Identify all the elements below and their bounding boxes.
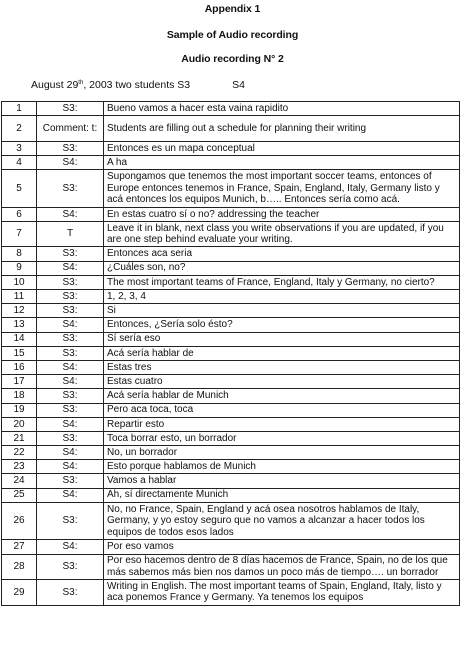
utterance: Repartir esto	[104, 417, 460, 431]
line-number: 17	[2, 375, 37, 389]
table-row	[2, 540, 460, 554]
speaker: S3:	[37, 332, 104, 346]
appendix-title: Appendix 1	[204, 3, 261, 15]
table-row	[2, 116, 460, 142]
speaker: S3:	[37, 431, 104, 445]
utterance: Pero aca toca, toca	[104, 403, 460, 417]
date-prefix: August 29	[31, 79, 79, 91]
line-number: 28	[2, 554, 37, 580]
recording-title: Audio recording N° 2	[181, 53, 284, 65]
utterance: Supongamos que tenemos the most important soccer teams, entonces of Europe entonces tenemos in France, Spain, England, Italy, Germany listo y acá entonces los equipos Munich, b….. Entonces sería como acá.	[104, 170, 460, 208]
table-row	[2, 141, 460, 155]
speaker: S4:	[37, 460, 104, 474]
line-number: 8	[2, 247, 37, 261]
speaker: T	[37, 221, 104, 247]
speaker: S4:	[37, 360, 104, 374]
table-row	[2, 554, 460, 580]
line-number: 14	[2, 332, 37, 346]
line-number: 16	[2, 360, 37, 374]
utterance: Entonces aca seria	[104, 247, 460, 261]
utterance: Vamos a hablar	[104, 474, 460, 488]
table-row	[2, 502, 460, 540]
line-number: 20	[2, 417, 37, 431]
utterance: Por eso vamos	[104, 540, 460, 554]
utterance: En estas cuatro sí o no? addressing the teacher	[104, 207, 460, 221]
table-row	[2, 417, 460, 431]
table-row	[2, 403, 460, 417]
utterance: Acá sería hablar de Munich	[104, 389, 460, 403]
utterance: No, un borrador	[104, 446, 460, 460]
utterance: Estas tres	[104, 360, 460, 374]
line-number: 23	[2, 460, 37, 474]
speaker: S3:	[37, 346, 104, 360]
utterance: ¿Cuáles son, no?	[104, 261, 460, 275]
line-number: 15	[2, 346, 37, 360]
utterance: Acá sería hablar de	[104, 346, 460, 360]
table-row	[2, 346, 460, 360]
utterance: A ha	[104, 155, 460, 169]
utterance: No, no France, Spain, England y acá osea nosotros hablamos de Italy, Germany, y yo estoy seguro que no vamos a alcanzar a hacer todos los equipos de todos esos lados	[104, 502, 460, 540]
date-suffix-sup: th	[78, 80, 84, 86]
transcript-table	[1, 101, 460, 606]
speaker: S3:	[37, 275, 104, 289]
recording-meta	[31, 79, 245, 91]
student-2: S4	[232, 79, 245, 91]
utterance: Por eso hacemos dentro de 8 días hacemos de France, Spain, no de los que más sabemos más bien nos damos un poco más de tiempo…. un borrador	[104, 554, 460, 580]
line-number: 27	[2, 540, 37, 554]
line-number: 13	[2, 318, 37, 332]
table-row	[2, 332, 460, 346]
speaker: S4:	[37, 261, 104, 275]
line-number: 7	[2, 221, 37, 247]
utterance: Students are filling out a schedule for planning their writing	[104, 116, 460, 142]
table-row	[2, 170, 460, 208]
utterance: The most important teams of France, England, Italy y Germany, no cierto?	[104, 275, 460, 289]
table-row	[2, 488, 460, 502]
table-row	[2, 474, 460, 488]
utterance: Ah, sí directamente Munich	[104, 488, 460, 502]
speaker: S4:	[37, 488, 104, 502]
line-number: 3	[2, 141, 37, 155]
utterance: Si	[104, 304, 460, 318]
speaker: S3:	[37, 141, 104, 155]
date-suffix: , 2003 two students S3	[83, 79, 191, 91]
line-number: 21	[2, 431, 37, 445]
utterance: Leave it in blank, next class you write observations if you are updated, if you are one step behind evaluate your writing.	[104, 221, 460, 247]
utterance: Sí sería eso	[104, 332, 460, 346]
line-number: 24	[2, 474, 37, 488]
table-row	[2, 261, 460, 275]
speaker: S3:	[37, 502, 104, 540]
speaker: S3:	[37, 170, 104, 208]
table-row	[2, 360, 460, 374]
utterance: Estas cuatro	[104, 375, 460, 389]
speaker: S3:	[37, 102, 104, 116]
speaker: S4:	[37, 207, 104, 221]
speaker: S3:	[37, 554, 104, 580]
table-row	[2, 275, 460, 289]
table-row	[2, 221, 460, 247]
utterance: Bueno vamos a hacer esta vaina rapidito	[104, 102, 460, 116]
table-row	[2, 304, 460, 318]
utterance: 1, 2, 3, 4	[104, 290, 460, 304]
table-row	[2, 318, 460, 332]
speaker: S4:	[37, 318, 104, 332]
table-row	[2, 446, 460, 460]
utterance: Esto porque hablamos de Munich	[104, 460, 460, 474]
speaker: S3:	[37, 474, 104, 488]
line-number: 26	[2, 502, 37, 540]
table-row	[2, 375, 460, 389]
table-row	[2, 290, 460, 304]
table-row	[2, 460, 460, 474]
speaker: S3:	[37, 304, 104, 318]
speaker: S4:	[37, 446, 104, 460]
line-number: 19	[2, 403, 37, 417]
speaker: S3:	[37, 247, 104, 261]
table-row	[2, 247, 460, 261]
line-number: 9	[2, 261, 37, 275]
utterance: Entonces, ¿Sería solo ésto?	[104, 318, 460, 332]
table-row	[2, 207, 460, 221]
speaker: S3:	[37, 389, 104, 403]
line-number: 22	[2, 446, 37, 460]
utterance: Entonces es un mapa conceptual	[104, 141, 460, 155]
line-number: 5	[2, 170, 37, 208]
speaker: S4:	[37, 540, 104, 554]
table-row	[2, 102, 460, 116]
line-number: 11	[2, 290, 37, 304]
speaker: S3:	[37, 403, 104, 417]
line-number: 6	[2, 207, 37, 221]
utterance: Toca borrar esto, un borrador	[104, 431, 460, 445]
table-row	[2, 155, 460, 169]
speaker: S3:	[37, 580, 104, 606]
line-number: 25	[2, 488, 37, 502]
table-row	[2, 389, 460, 403]
speaker: S4:	[37, 417, 104, 431]
line-number: 18	[2, 389, 37, 403]
speaker: S3:	[37, 290, 104, 304]
line-number: 2	[2, 116, 37, 142]
line-number: 29	[2, 580, 37, 606]
table-row	[2, 580, 460, 606]
line-number: 4	[2, 155, 37, 169]
speaker: S4:	[37, 155, 104, 169]
speaker: Comment: t:	[37, 116, 104, 142]
line-number: 10	[2, 275, 37, 289]
speaker: S4:	[37, 375, 104, 389]
document-subtitle: Sample of Audio recording	[166, 29, 299, 41]
line-number: 1	[2, 102, 37, 116]
utterance: Writing in English. The most important teams of Spain, England, Italy, listo y aca ponemos France y Germany. Ya tenemos los equipos	[104, 580, 460, 606]
table-row	[2, 431, 460, 445]
line-number: 12	[2, 304, 37, 318]
